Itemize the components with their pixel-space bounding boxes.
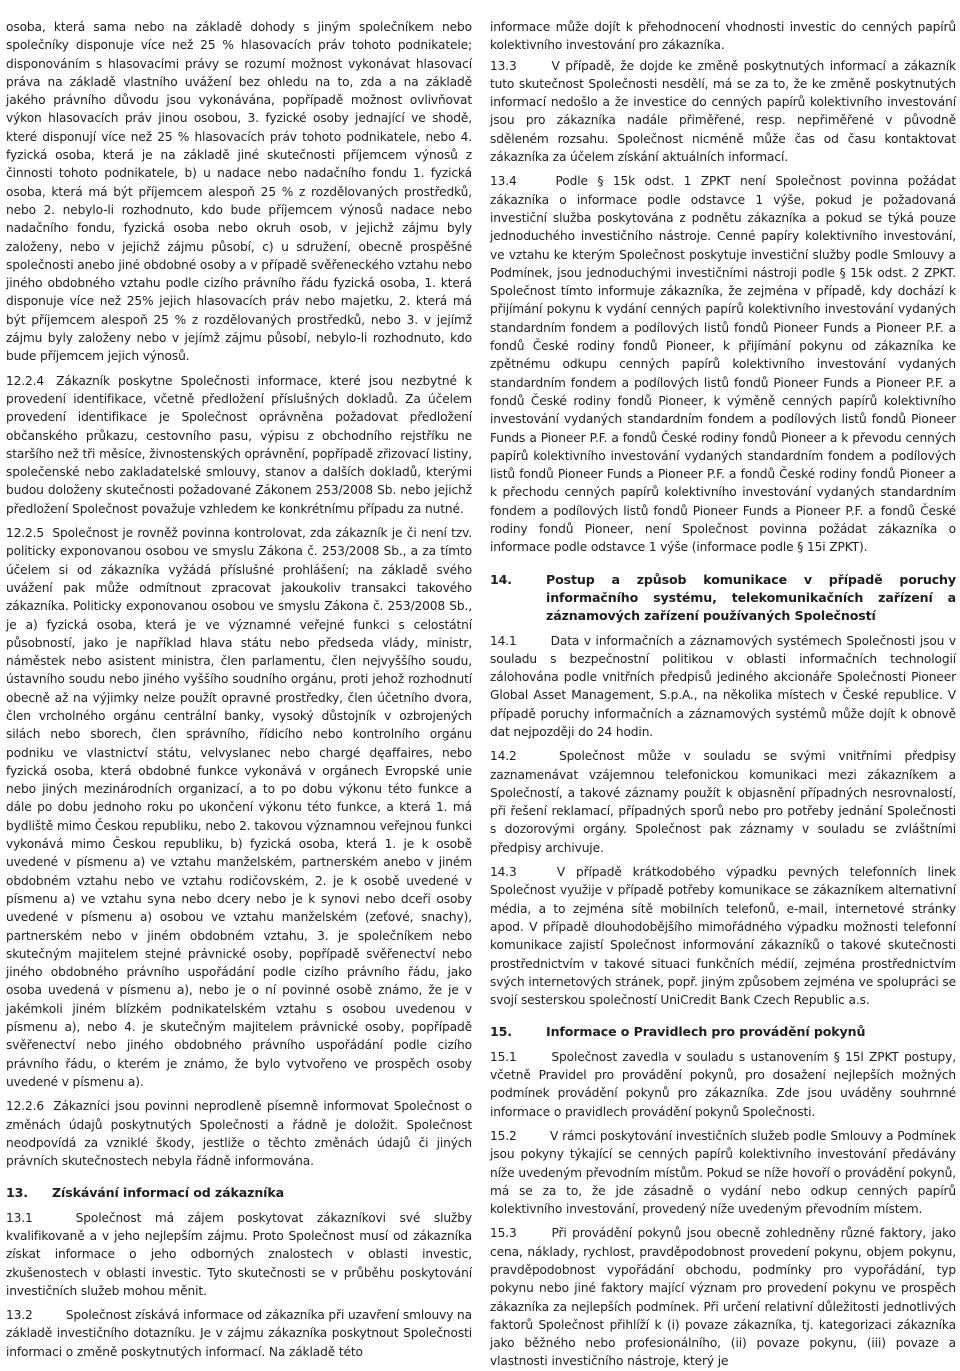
left-column [6,18,472,1359]
paragraph-text: Zákazníci jsou povinni neprodleně písemně informovat Společnost o změnách údajů poskytnutých Společnosti a řádně je doložit. Společnost neodpovídá za vzniklé škody, jestliže o těchto změnách údajů či jiných právních skutečnostech nebyla řádně informována. [6,1099,472,1169]
paragraph-12-2-6 [6,1097,472,1170]
paragraph-15-2 [490,1127,956,1218]
paragraph-text: V rámci poskytování investičních služeb podle Smlouvy a Podmínek jsou pokyny týkající se cenných papírů kolektivního investování předávány níže uvedeným převodním místům. Pokud se níže hovoří o provádění pokynů, má se za to, že jde zásadně o vydání nebo odkup cenných papírů kolektivního investování, provedený níže uvedeným převodním místem. [490,1128,956,1217]
paragraph-number: 12.2.4 [6,373,45,388]
paragraph-beneficial-owner-definition: osoba, která sama nebo na základě dohody s jiným společníkem nebo společníky disponuje více než 25 % hlasovacích práv tohoto podnikatele; disponováním s hlasovacími právy se rozumí možnost vykonávat hlasovací práva na základě vlastního uvážení bez ohledu na to, zda a na základě jakého právního důvodu jsou vykonávána, popřípadě možnost ovlivňovat výkon hlasovacích práv jinou osobou, 3. fyzické osoby jednající ve shodě, které disponují více než 25 % hlasovacích práv tohoto podnikatele, nebo 4. fyzická osoba, která je na základě jiné skutečnosti příjemcem výnosů z činnosti tohoto podnikatele, b) u nadace nebo nadačního fondu 1. fyzická osoba, která má být příjemcem alespoň 25 % z rozdělovaných prostředků, nebo 2. nebylo-li rozhodnuto, kdo bude příjemcem výnosů nadace nebo nadačního fondu, fyzická osoba nebo okruh osob, v jejichž zájmu byly založeny, nebo v jejichž zájmu působí, c) u sdružení, obecně prospěšné společnosti anebo jiné obdobné osoby a v případě svěřeneckého vztahu nebo jiného obdobného vztahu podle cizího právního řádu fyzická osoba, 1. která disponuje více než 25% jejich hlasovacích práv nebo majetku, 2. která má být příjemcem alespoň 25 % z rozdělovaných prostředků, nebo 3. v jejímž zájmu byly založeny nebo v jejímž zájmu působí, nebylo-li rozhodnuto, kdo bude příjemcem jejich výnosů. [6,20,472,364]
paragraph-text: Data v informačních a záznamových systémech Společnosti jsou v souladu s bezpečnostní politikou v oblasti informačních technologií zálohována podle vnitřních předpisů jediného akcionáře Společnosti Pioneer Global Asset Management, S.p.A., na několika místech v České republice. V případě poruchy informačních a záznamových systémů může dojít k obnově dat nejpozději do 24 hodin. [490,633,956,739]
paragraph-text: Společnost může v souladu se svými vnitřními předpisy zaznamenávat vzájemnou telefonickou komunikaci mezi zákazníkem a Společností, a takové záznamy použít k objasnění případných nesrovnalostí, při řešení reklamací, případných sporů nebo pro potřeby jednání Společnosti s dozorovými orgány. Společnost pak záznamy v souladu se zvláštními předpisy archivuje. [490,749,956,855]
paragraph-number: 14.3 [490,865,517,880]
paragraph-text: V případě krátkodobého výpadku pevných telefonních linek Společnost využije v případě potřeby komunikace se zákazníkem alternativní média, a to zejména sítě mobilních telefonů, e-mail, internetové stránky apod. V případě dlouhodobějšího mimořádného výpadku možnosti telefonní komunikace zajistí Společnost informování zákazníků o takové skutečnosti prostřednictvím v takové situaci funkčních médií, zejména prostřednictvím svých internetových stránek, popř. jiným způsobem zejména ve spolupráci se svojí sesterskou společností UniCredit Bank Czech Republic a.s. [490,865,956,1008]
paragraph-13-3 [490,57,956,167]
paragraph-12-2-4 [6,372,472,518]
paragraph-text: Společnost získává informace od zákazníka při uzavření smlouvy na základě investičního dotazníku. Je v zájmu zákazníka poskytnout Společnosti informaci o změně poskytnutých informací. Na základě této [6,1308,472,1359]
paragraph-13-2 [6,1306,472,1361]
right-column [490,18,956,1369]
paragraph-text: Při provádění pokynů jsou obecně zohledněny různé faktory, jako cena, náklady, rychlost, pravděpodobnost provedení pokynu, objem pokynu, pravděpodobnost vypořádání obchodu, podmínky pro vypořádání, typ pokynu nebo jiné faktory mající význam pro provedení pokynu ve prospěch zákazníka za nejlepších podmínek. Při určení relativní důležitosti jednotlivých faktorů Společnost přihlíží k (i) povaze zákazníka, tj. kategorizaci zákazníka jako běžného nebo profesionálního, (ii) povaze pokynu, (iii) povaze a vlastnosti investičního nástroje, který je [490,1226,956,1369]
paragraph-12-2-5 [6,524,472,1091]
section-heading-13 [6,1184,472,1202]
section-heading-15 [490,1023,956,1041]
section-title: Získávání informací od zákazníka [52,1185,285,1201]
paragraph-text: Zákazník poskytne Společnosti informace, které jsou nezbytné k provedení identifikace, včetně předložení příslušných dokladů. Za účelem provedení identifikace je Společnost oprávněna požadovat předložení občanského průkazu, cestovního pasu, výpisu z obchodního rejstříku ne staršího než tři měsíce, živnostenských oprávnění, popřípadě zřizovací listiny, společenské nebo zakladatelské smlouvy, stanov a dalších dokladů, kterými budou doloženy skutečnosti požadované Zákonem 253/2008 Sb. nebo jejichž předložení Společnost považuje vzhledem ke konkrétnímu případu za nutné. [6,373,472,516]
paragraph-number: 13.4 [490,174,517,189]
paragraph-number: 13.3 [490,58,517,73]
paragraph-text: V případě, že dojde ke změně poskytnutých informací a zákazník tuto skutečnost Společnosti nesdělí, má se za to, že ke změně poskytnutých informací nedošlo a že investice do cenných papírů kolektivního investování jsou pro zákazníka nadále přiměřené, resp. nepřiměřené v původně sděleném rozsahu. Společnost nicméně může čas od času kontaktovat zákazníka za účelem získání aktuálních informací. [490,58,956,165]
section-number: 15. [490,1024,512,1040]
paragraph-number: 13.2 [6,1308,33,1323]
paragraph-text: Společnost má zájem poskytovat zákazníkovi své služby kvalifikovaně a v jeho nejlepším zájmu. Proto Společnost musí od zákazníka získat informace o jeho odborných znalostech v oblasti investic, zkušenostech v oblasti investic. Tyto skutečnosti se v průběhu poskytování investičních služeb mohou měnit. [6,1210,472,1298]
paragraph-number: 14.2 [490,749,517,764]
paragraph-text: Podle § 15k odst. 1 ZPKT není Společnost povinna požádat zákazníka o informace podle odstavce 1 výše, pokud je požadovaná investiční služba poskytována z podnětu zákazníka a pokud se týká pouze jednoduchého investičního nástroje. Cenné papíry kolektivního investování, ve vztahu ke kterým Společnost poskytuje investiční služby podle Smlouvy a Podmínek, jsou jednoduchými investičními nástroji podle § 15k odst. 2 ZPKT. Společnost tímto informuje zákazníka, že zejména v případě, kdy dochází k přijímání pokynu k vydání cenných papírů kolektivního investování vydaných standardním fondem a podílových listů fondů Pioneer Funds a Pioneer P.F. a fondů České rodiny fondů Pioneer, k přijímání pokynu od zákazníka ke zpětnému odkupu cenných papírů kolektivního investování vydaných standardním fondem a podílových listů fondů Pioneer Funds a Pioneer P.F. a fondů České rodiny fondů Pioneer, k výměně cenných papírů kolektivního investování vydaných standardním fondem a podílových listů fondů Pioneer Funds a Pioneer P.F. a fondů České rodiny fondů Pioneer a k převodu cenných papírů kolektivního investování vydaných standardním fondem a podílových listů fondů Pioneer Funds a Pioneer P.F. a fondů České rodiny fondů Pioneer a k přechodu cenných papírů kolektivního investování vydaných standardním fondem a podílových listů fondů Pioneer Funds a Pioneer P.F. a fondů České rodiny fondů Pioneer, není Společnost povinna požádat zákazníka o informace podle odstavce 1 výše (informace podle § 15i ZPKT). [490,174,956,555]
paragraph-number: 12.2.5 [6,526,45,541]
paragraph-number: 13.1 [6,1210,33,1225]
paragraph-number: 14.1 [490,633,517,648]
paragraph-14-1 [490,632,956,742]
paragraph-number: 15.3 [490,1226,517,1241]
paragraph-text: Společnost je rovněž povinna kontrolovat, zda zákazník je či není tzv. politicky exponovanou osobou ve smyslu Zákona č. 253/2008 Sb., a za tímto účelem si od zákazníka vyžádá příslušné prohlášení; na základě svého uvážení pak může odmítnout zpracovat jakoukoliv transakci takového zákazníka. Politicky exponovanou osobou ve smyslu Zákona č. 253/2008 Sb., je a) fyzická osoba, která je ve významné veřejné funkci s celostátní působností, jako je například hlava státu nebo předseda vlády, ministr, náměstek nebo asistent ministra, člen parlamentu, člen nejvyššího soudu, ústavního soudu nebo jiného vyššího soudního orgánu, proti jehož rozhodnutí obecně až na výjimky nelze použít opravné prostředky, člen účetního dvora, člen vrcholného orgánu centrální banky, vysoký důstojník v ozbrojených silách nebo sborech, člen správního, řídicího nebo kontrolního orgánu podniku ve vlastnictví státu, velvyslanec nebo chargé dęaffaires, nebo fyzická osoba, která obdobné funkce vykonává v orgánech Evropské unie nebo jiných mezinárodních organizací, a to po dobu výkonu této funkce a dále po dobu jednoho roku po ukončení výkonu této funkce, a která 1. má bydliště mimo Českou republiku, nebo 2. takovou významnou veřejnou funkci vykonává mimo Českou republiku, b) fyzická osoba, která 1. je k osobě uvedené v písmenu a) ve vztahu manželském, partnerském anebo v jiném obdobném vztahu nebo ve vztahu rodičovském, 2. je k osobě uvedené v písmenu a) ve vztahu syna nebo dcery nebo je k synovi nebo dceři osoby uvedené v písmenu a) osobou ve vztahu manželském (zeťové, snachy), partnerském nebo v jiném obdobném vztahu, 3. je společníkem nebo skutečným majitelem stejné právnické osoby, popřípadě svěřenectví nebo jiného obdobného právního uspořádání podle cizího právního řádu, jako osoba uvedená v písmenu a), nebo je o ní povinné osobě známo, že je v jakémkoli jiném blízkém podnikatelském vztahu s osobou uvedenou v písmenu a), nebo 4. je skutečným majitelem právnické osoby, popřípadě svěřenectví nebo jiného obdobného právního uspořádání podle cizího právního řádu, o kterém je známo, že bylo vytvořeno ve prospěch osoby uvedené v písmenu a). [6,526,472,1089]
paragraph-number: 15.1 [490,1049,517,1064]
paragraph-15-3 [490,1224,956,1370]
section-title: Informace o Pravidlech pro provádění pokynů [546,1024,866,1040]
paragraph-14-3 [490,863,956,1009]
paragraph-14-2 [490,747,956,857]
paragraph-number: 12.2.6 [6,1099,45,1114]
paragraph-13-1 [6,1209,472,1300]
paragraph-text: Společnost zavedla v souladu s ustanovením § 15l ZPKT postupy, včetně Pravidel pro provádění pokynů, pro dosažení nejlepších možných podmínek provádění pokynů pro zákazníka. Zde jsou uváděny souhrnné informace o pravidlech provádění pokynů Společnosti. [490,1049,956,1119]
paragraph-continuation: informace může dojít k přehodnocení vhodnosti investic do cenných papírů kolektivního investování pro zákazníka. [490,20,956,53]
paragraph-number: 15.2 [490,1128,517,1143]
section-number: 13. [6,1185,28,1201]
paragraph-13-4 [490,172,956,556]
paragraph-15-1 [490,1048,956,1121]
section-heading-14 [490,571,956,626]
section-title: Postup a způsob komunikace v případě poruchy informačního systému, telekomunikačních zařízení a záznamových zařízení používaných Společností [546,571,956,624]
section-number: 14. [490,571,512,587]
